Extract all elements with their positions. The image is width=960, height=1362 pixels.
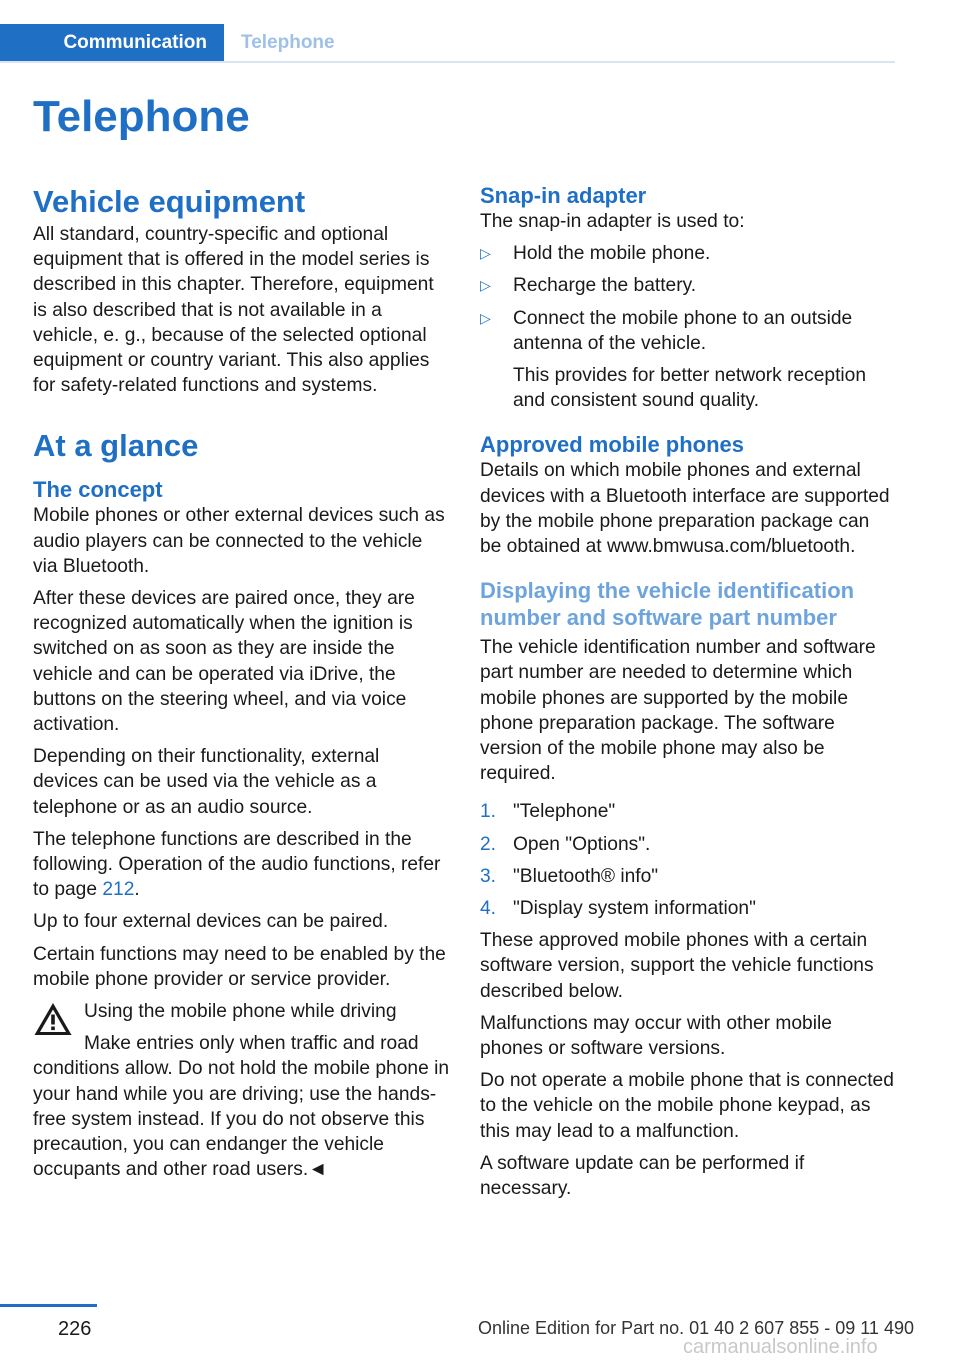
warning-text: Make entries only when traffic and road conditions allow. Do not hold the mobile phone in your hand while you are driving; use the hands-free system instead. If you do not observe this precaution, you can endanger the vehicle occupants and other road users.◄ <box>33 1033 450 1181</box>
concept-paragraph-1: Mobile phones or other external devices such as audio players can be connected to the vehicle via Bluetooth. <box>33 505 445 577</box>
page-number: 226 <box>58 1318 92 1340</box>
vin-text: The vehicle identification number and software part number are needed to determine which mobile phones are supported by the mobile phone preparation package. The software version of the mobile phone may also be required. <box>480 637 876 785</box>
concept-p4-end: . <box>134 879 140 901</box>
step-text: "Display system information" <box>513 898 756 920</box>
bullet-marker-icon: ▷ <box>480 277 491 294</box>
page-212-link[interactable]: 212 <box>102 879 135 901</box>
list-item <box>480 273 896 298</box>
step-number: 2. <box>480 833 497 855</box>
list-item <box>480 799 896 824</box>
page-title: Telephone <box>33 92 250 141</box>
bullet-marker-icon: ▷ <box>480 309 491 326</box>
list-item <box>480 241 896 266</box>
list-item <box>480 864 896 889</box>
bullet-text: Connect the mobile phone to an outside antenna of the vehicle. <box>513 307 853 354</box>
concept-paragraph-5: Up to four external devices can be paired. <box>33 911 389 933</box>
step-number: 1. <box>480 801 497 823</box>
warning-triangle-icon <box>33 1001 73 1037</box>
concept-paragraph-4 <box>33 827 449 903</box>
concept-paragraph-6: Certain functions may need to be enabled by the mobile phone provider or service provider. <box>33 943 446 990</box>
bullet-sub-paragraph: This provides for better network reception and consistent sound quality. <box>513 365 867 412</box>
snap-in-adapter-heading: Snap-in adapter <box>480 183 647 208</box>
footer-edition: Online Edition for Part no. 01 40 2 607 855 - 09 11 490 <box>478 1318 914 1338</box>
right-column <box>480 182 896 1208</box>
left-column <box>33 182 449 1183</box>
snap-in-intro: The snap-in adapter is used to: <box>480 211 745 232</box>
concept-paragraph-2: After these devices are paired once, they are recognized automatically when the ignition is switched on as soon as they are inside the vehicle and can be operated via iDrive, the buttons on the steering wheel, and via voice activation. <box>33 588 415 736</box>
approved-phones-heading: Approved mobile phones <box>480 432 745 458</box>
step-text: "Telephone" <box>513 801 616 823</box>
watermark: carmanualsonline.info <box>683 1336 878 1358</box>
approved-phones-text: Details on which mobile phones and external devices with a Bluetooth interface are supported by the mobile phone preparation package can be obtained at www.bmwusa.com/bluetooth. <box>480 460 890 558</box>
header-tabbar <box>0 24 895 63</box>
step-number: 4. <box>480 898 497 920</box>
tab-telephone[interactable]: Telephone <box>241 31 335 53</box>
concept-p4-text: The telephone functions are described in the following. Operation of the audio functions, refer to page <box>33 828 441 901</box>
do-not-operate-text: Do not operate a mobile phone that is connected to the vehicle on the mobile phone keypad, as this may lead to a malfunction. <box>480 1070 894 1142</box>
footer-rule <box>0 1304 97 1307</box>
tab-communication[interactable]: Communication <box>0 24 224 61</box>
bullet-marker-icon: ▷ <box>480 245 491 262</box>
vehicle-equipment-heading: Vehicle equipment <box>33 184 306 219</box>
step-text: Open "Options". <box>513 833 651 855</box>
approved-functions-text: These approved mobile phones with a certain software version, support the vehicle functions described below. <box>480 930 874 1002</box>
snap-in-bullet-list <box>480 241 896 413</box>
list-item <box>480 832 896 857</box>
warning-title: Using the mobile phone while driving <box>84 1001 397 1023</box>
step-number: 3. <box>480 865 497 887</box>
step-text: "Bluetooth® info" <box>513 865 659 887</box>
list-item <box>480 306 896 414</box>
bullet-text: Recharge the battery. <box>513 275 697 297</box>
at-a-glance-heading: At a glance <box>33 428 199 464</box>
vehicle-equipment-text: All standard, country-specific and optional equipment that is offered in the model series is described in this chapter. Therefore, equipment is also described that is not available in a vehicle, e. g., because of the selected optional equipment or country variant. This also applies for safety-related functions and systems. <box>33 224 434 397</box>
vin-heading: Displaying the vehicle identification number and software part number <box>480 578 855 631</box>
malfunctions-text: Malfunctions may occur with other mobile phones or software versions. <box>480 1012 832 1060</box>
bullet-text: Hold the mobile phone. <box>513 243 711 265</box>
steps-list <box>480 799 896 921</box>
list-item <box>480 896 896 921</box>
software-update-text: A software update can be performed if necessary. <box>480 1152 805 1200</box>
concept-paragraph-3: Depending on their functionality, external devices can be used via the vehicle as a telephone or as an audio source. <box>33 746 380 818</box>
warning-block <box>33 999 449 1182</box>
concept-heading: The concept <box>33 477 163 503</box>
